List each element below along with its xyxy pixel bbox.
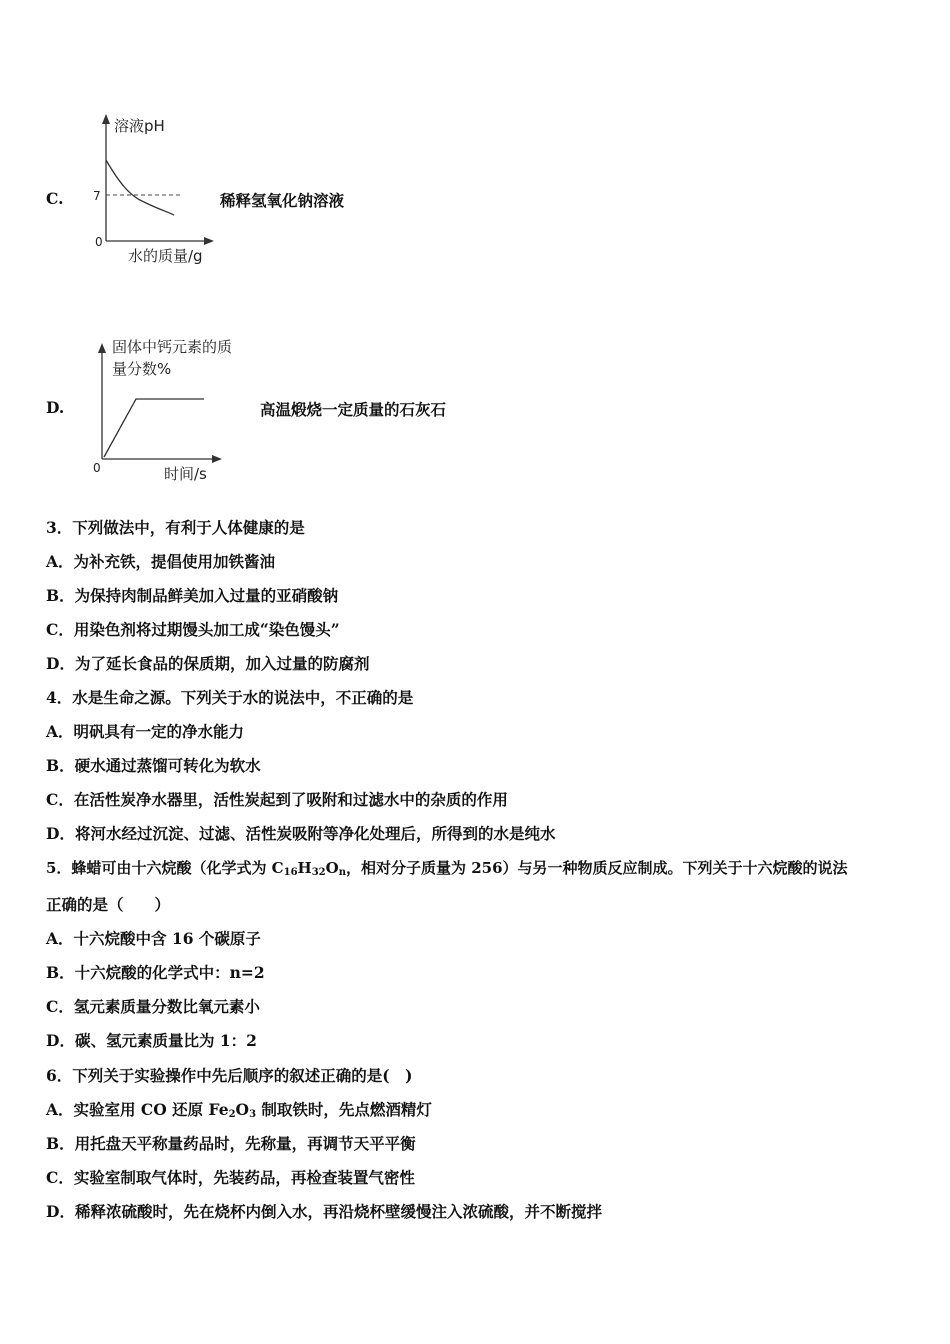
q6-option-a (46, 1100, 432, 1125)
graph-c-label: C. (46, 189, 64, 208)
q5-sub-32: 32 (311, 867, 326, 878)
graph-c-caption: 稀释氢氧化钠溶液 (220, 191, 345, 210)
q5-stem-line2: 正确的是（ ） (46, 895, 171, 914)
graph-d (88, 333, 288, 483)
q5-option-b: B．十六烷酸的化学式中：n=2 (46, 963, 265, 982)
q5-stem-post: ，相对分子质量为 256）与另一种物质反应制成。下列关于十六烷酸的说法 (346, 859, 848, 877)
graph-d-caption: 高温煅烧一定质量的石灰石 (260, 400, 447, 419)
graph-d-curve (104, 399, 204, 457)
graph-c-curve (106, 160, 174, 215)
q4-option-d: D．将河水经过沉淀、过滤、活性炭吸附等净化处理后，所得到的水是纯水 (46, 824, 556, 843)
graph-c-xlabel: 水的质量/g (128, 247, 203, 265)
q6-stem: 6．下列关于实验操作中先后顺序的叙述正确的是( ) (46, 1066, 413, 1085)
graph-c-x-arrow (204, 237, 214, 245)
graph-d-x-arrow (212, 455, 222, 463)
graph-c-y-arrow (102, 114, 110, 124)
q4-option-a: A．明矾具有一定的净水能力 (46, 722, 245, 741)
graph-d-xlabel: 时间/s (164, 465, 207, 483)
q5-stem (46, 858, 848, 883)
q5-o: O (325, 859, 339, 877)
graph-d-origin: 0 (93, 461, 101, 475)
q5-h: H (297, 859, 312, 877)
q6-option-c: C．实验室制取气体时，先装药品，再检查装置气密性 (46, 1168, 415, 1187)
q3-option-c: C．用染色剂将过期馒头加工成“染色馒头” (46, 620, 340, 639)
q6-a-sub-2: 2 (228, 1109, 236, 1120)
q6-a-o: O (235, 1100, 250, 1119)
q6-option-b: B．用托盘天平称量药品时，先称量，再调节天平平衡 (46, 1134, 416, 1153)
q5-sub-16: 16 (283, 867, 298, 878)
graph-c-y-tick: 7 (93, 189, 101, 203)
q5-stem-pre: 5．蜂蜡可由十六烷酸（化学式为 C (46, 859, 284, 877)
graph-d-ylabel-line2: 量分数% (112, 360, 172, 378)
q6-a-pre: A．实验室用 CO 还原 Fe (46, 1100, 229, 1119)
graph-c-origin: 0 (95, 235, 103, 249)
q3-stem: 3．下列做法中，有利于人体健康的是 (46, 518, 305, 537)
q4-stem: 4．水是生命之源。下列关于水的说法中，不正确的是 (46, 688, 414, 707)
q3-option-a: A．为补充铁，提倡使用加铁酱油 (46, 552, 276, 571)
q6-a-post: 制取铁时，先点燃酒精灯 (256, 1100, 432, 1119)
q6-a-sub-3: 3 (249, 1109, 257, 1120)
graph-d-label: D. (46, 398, 65, 417)
q5-option-a: A．十六烷酸中含 16 个碳原子 (46, 929, 261, 948)
graph-d-y-arrow (98, 343, 106, 353)
q3-option-b: B．为保持肉制品鲜美加入过量的亚硝酸钠 (46, 586, 339, 605)
q3-option-d: D．为了延长食品的保质期，加入过量的防腐剂 (46, 654, 370, 673)
graph-c (80, 108, 280, 268)
q5-sub-n: n (338, 867, 346, 878)
q4-option-c: C．在活性炭净水器里，活性炭起到了吸附和过滤水中的杂质的作用 (46, 790, 508, 809)
graph-c-ylabel: 溶液pH (114, 117, 165, 135)
q5-option-d: D．碳、氢元素质量比为 1：2 (46, 1031, 257, 1050)
q6-option-d: D．稀释浓硫酸时，先在烧杯内倒入水，再沿烧杯壁缓慢注入浓硫酸，并不断搅拌 (46, 1202, 602, 1221)
q5-option-c: C．氢元素质量分数比氧元素小 (46, 997, 260, 1016)
graph-d-ylabel-line1: 固体中钙元素的质 (112, 338, 233, 356)
q4-option-b: B．硬水通过蒸馏可转化为软水 (46, 756, 261, 775)
